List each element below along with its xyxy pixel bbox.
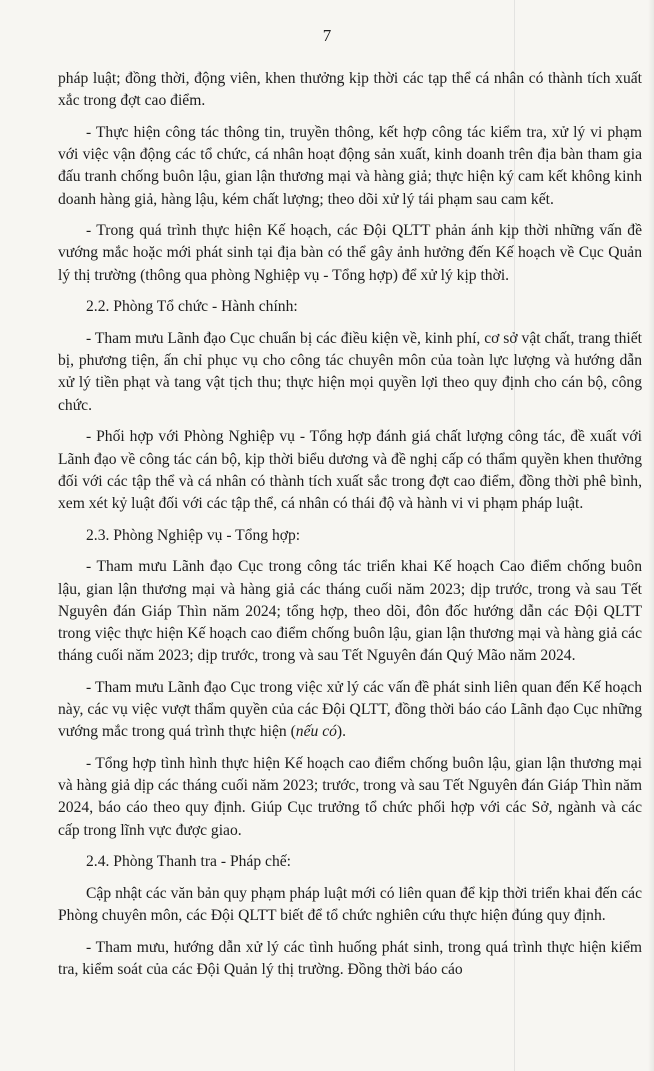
paragraph-item [58, 677, 642, 744]
paragraph-item: - Tham mưu Lãnh đạo Cục trong công tác triển khai Kế hoạch Cao điểm chống buôn lậu, gian lận thương mại và hàng giả các tháng cuối năm 2023; dịp trước, trong và sau Tết Nguyên đán Giáp Thìn năm 2024; tổng hợp, theo dõi, đôn đốc hướng dẫn các Đội QLTT trong việc thực hiện Kế hoạch cao điểm chống buôn lậu, gian lận thương mại và hàng giả các tháng cuối năm 2023; dịp trước, trong và sau Tết Nguyên đán Quý Mão năm 2024. [58, 558, 642, 665]
paragraph-item: Cập nhật các văn bản quy phạm pháp luật mới có liên quan để kịp thời triển khai đến các Phòng chuyên môn, các Đội QLTT biết để tổ chức nghiên cứu thực hiện đúng quy định. [58, 885, 642, 925]
paragraph-item: - Trong quá trình thực hiện Kế hoạch, các Đội QLTT phản ánh kịp thời những vấn đề vướng mắc hoặc mới phát sinh tại địa bàn có thể gây ảnh hưởng đến Kế hoạch về Cục Quản lý thị trường (thông qua phòng Nghiệp vụ - Tổng hợp) để xử lý kịp thời. [58, 222, 642, 284]
section-heading: 2.2. Phòng Tổ chức - Hành chính: [86, 298, 298, 316]
paragraph-item: - Tham mưu, hướng dẫn xử lý các tình huống phát sinh, trong quá trình thực hiện kiểm tra, kiểm soát của các Đội Quản lý thị trường. Đồng thời báo cáo [58, 938, 642, 979]
section-heading: 2.3. Phòng Nghiệp vụ - Tổng hợp: [86, 526, 301, 544]
scan-edge-shadow [648, 0, 654, 1071]
paragraph-item: - Phối hợp với Phòng Nghiệp vụ - Tổng hợp đánh giá chất lượng công tác, đề xuất với Lãnh đạo về công tác cán bộ, kịp thời biểu dương và đề nghị cấp có thẩm quyền khen thưởng đối với các tập thể và cá nhân có thành tích xuất sắc trong đợt cao điểm, đồng thời phê bình, xem xét kỷ luật đối với các tập thể, cá nhân có thái độ và hành vi vi phạm pháp luật. [58, 428, 642, 512]
page-number: 7 [322, 26, 332, 45]
paragraph-text: - Tham mưu Lãnh đạo Cục trong việc xử lý các vấn đề phát sinh liên quan đến Kế hoạch này, các vụ việc vượt thẩm quyền của các Đội QLTT, đồng thời báo cáo Lãnh đạo Cục những vướng mắc trong quá trình thực hiện ( [58, 678, 642, 741]
paragraph-item: - Tổng hợp tình hình thực hiện Kế hoạch cao điểm chống buôn lậu, gian lận thương mại và hàng giả dịp các tháng cuối năm 2023; trước, trong và sau Tết Nguyên đán Giáp Thìn năm 2024, báo cáo theo quy định. Giúp Cục trưởng tổ chức phối hợp với các Sở, ngành và các cấp trong lĩnh vực được giao. [58, 754, 642, 839]
paragraph-item: - Tham mưu Lãnh đạo Cục chuẩn bị các điều kiện về, kinh phí, cơ sở vật chất, trang thiết bị, phương tiện, ấn chỉ phục vụ cho công tác chuyên môn của toàn lực lượng và hướng dẫn xử lý tiền phạt và tang vật tịch thu; thực hiện mọi quyền lợi theo quy định cho cán bộ, công chức. [58, 330, 642, 414]
document-body [58, 68, 642, 991]
paragraph-item: - Thực hiện công tác thông tin, truyền thông, kết hợp công tác kiểm tra, xử lý vi phạm với việc vận động các tổ chức, cá nhân hoạt động sản xuất, kinh doanh trên địa bàn tham gia đấu tranh chống buôn lậu, gian lận thương mại và hàng giả; thực hiện ký cam kết không kinh doanh hàng giả, hàng lậu, kém chất lượng; theo dõi xử lý tái phạm sau cam kết. [58, 123, 642, 208]
paragraph-continuation: pháp luật; đồng thời, động viên, khen thưởng kịp thời các tạp thể cá nhân có thành tích xuất xắc trong đợt cao điểm. [58, 70, 642, 110]
paragraph-emphasis: nếu có [295, 723, 337, 741]
scan-fold-line [514, 0, 515, 1071]
section-heading: 2.4. Phòng Thanh tra - Pháp chế: [86, 853, 291, 871]
paragraph-tail: ). [336, 723, 347, 741]
